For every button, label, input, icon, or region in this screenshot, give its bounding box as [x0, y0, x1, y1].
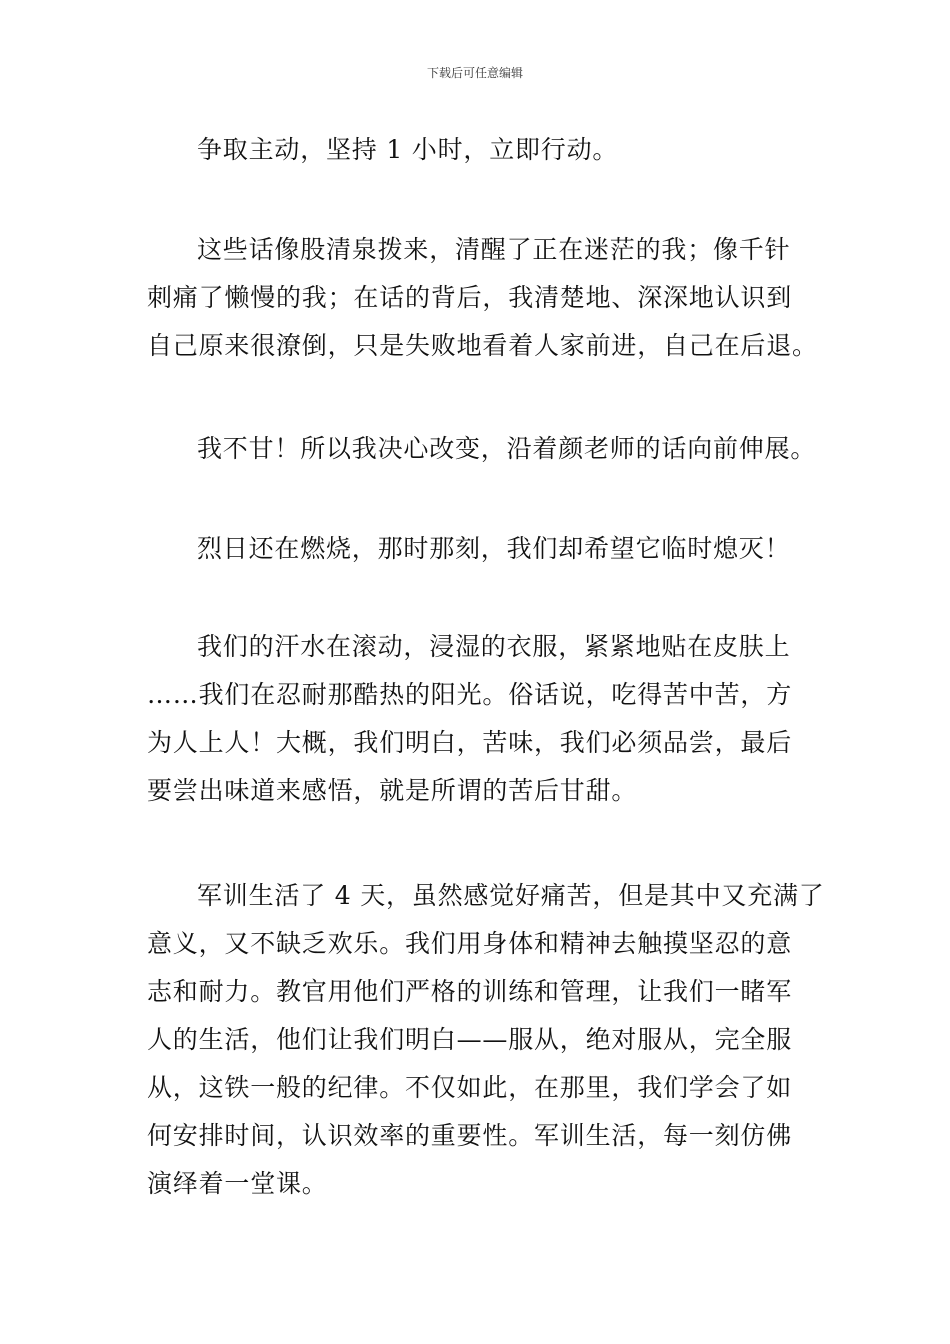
paragraph-line: ……我们在忍耐那酷热的阳光。俗话说，吃得苦中苦，方: [147, 680, 793, 709]
paragraph-line: 军训生活了 4 天，虽然感觉好痛苦，但是其中又充满了: [197, 881, 825, 910]
paragraph-line: 自己原来很潦倒，只是失败地看着人家前进，自己在后退。: [147, 331, 818, 360]
paragraph-line: 烈日还在燃烧，那时那刻，我们却希望它临时熄灭！: [197, 534, 791, 563]
paragraph-3: [147, 425, 817, 473]
paragraph-line: 志和耐力。教官用他们严格的训练和管理，让我们一睹军: [147, 977, 793, 1006]
paragraph-line: 人的生活，他们让我们明白——服从，绝对服从，完全服: [147, 1025, 793, 1054]
paragraph-5: [147, 623, 807, 815]
paragraph-2: [147, 226, 818, 370]
paragraph-line: 为人上人！大概，我们明白，苦味，我们必须品尝，最后: [147, 728, 793, 757]
paragraph-line: 要尝出味道来感悟，就是所谓的苦后甘甜。: [147, 776, 638, 805]
page-header: 下载后可任意编辑: [426, 66, 523, 80]
paragraph-line: 这些话像股清泉拨来，清醒了正在迷茫的我；像千针: [197, 235, 791, 264]
paragraph-1: [147, 126, 807, 174]
paragraph-line: 从，这铁一般的纪律。不仅如此，在那里，我们学会了如: [147, 1073, 793, 1102]
paragraph-line: 争取主动，坚持 1 小时，立即行动。: [197, 135, 619, 164]
paragraph-line: 刺痛了懒慢的我；在话的背后，我清楚地、深深地认识到: [147, 283, 793, 312]
paragraph-line: 何安排时间，认识效率的重要性。军训生活，每一刻仿佛: [147, 1121, 793, 1150]
paragraph-line: 演绎着一堂课。: [147, 1169, 328, 1198]
paragraph-line: 我不甘！所以我决心改变，沿着颜老师的话向前伸展。: [197, 434, 817, 463]
paragraph-6: [147, 872, 825, 1208]
paragraph-line: 我们的汗水在滚动，浸湿的衣服，紧紧地贴在皮肤上: [197, 632, 791, 661]
paragraph-4: [147, 525, 807, 573]
paragraph-line: 意义，又不缺乏欢乐。我们用身体和精神去触摸坚忍的意: [147, 929, 793, 958]
